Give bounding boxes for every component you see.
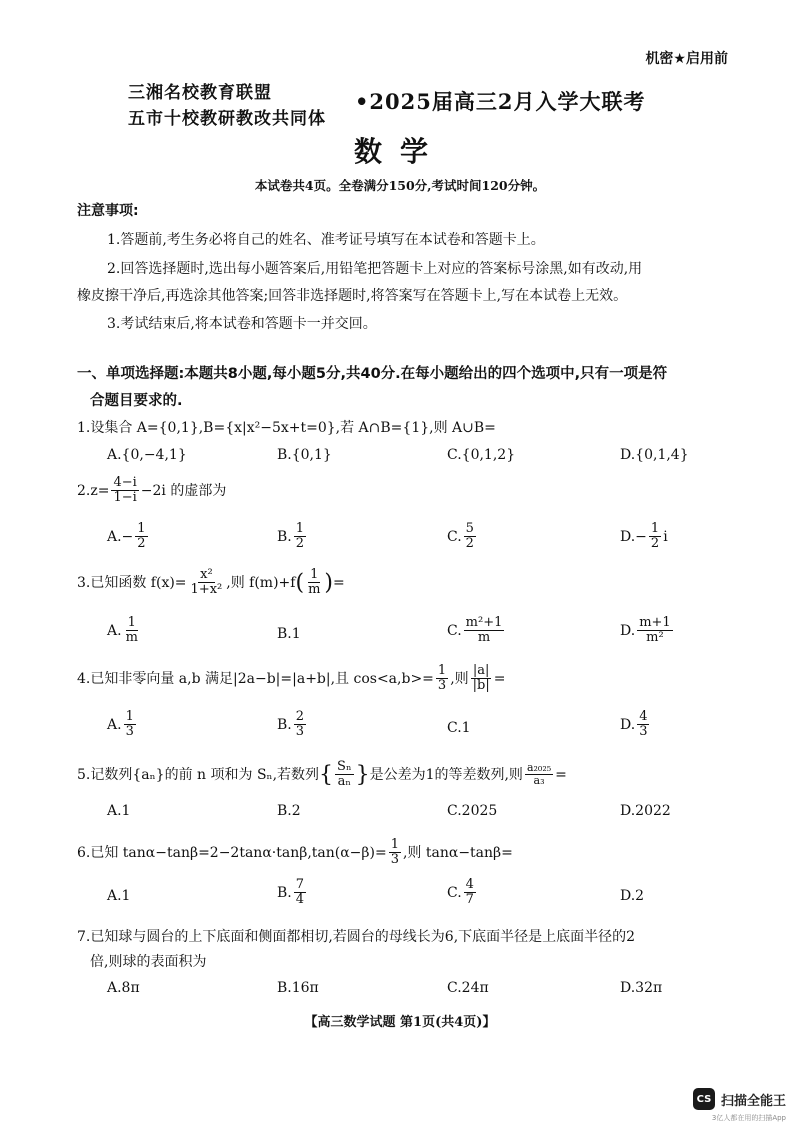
q1-option-c: C.{0,1,2} bbox=[447, 447, 516, 463]
question-6-stem bbox=[77, 838, 513, 868]
q3-d-den: m² bbox=[646, 630, 664, 646]
q2-frac-den: 1−i bbox=[113, 490, 137, 506]
org-line-2: 五市十校教研教改共同体 bbox=[128, 109, 326, 129]
q3-a-pre: A. bbox=[107, 622, 122, 639]
q6-option-d: D.2 bbox=[620, 888, 645, 904]
q1-option-d: D.{0,1,4} bbox=[620, 447, 689, 463]
q1-option-a: A.{0,−4,1} bbox=[107, 447, 187, 463]
q4-d-pre: D. bbox=[620, 716, 636, 733]
q5-seq-num: Sₙ bbox=[337, 759, 352, 774]
q6-suffix: ,则 tanα−tanβ= bbox=[402, 844, 513, 861]
q2-c-pre: C. bbox=[447, 528, 462, 545]
q6-frac-den: 3 bbox=[390, 852, 399, 868]
q3-c-pre: C. bbox=[447, 622, 462, 639]
confidential-label: 机密★启用前 bbox=[645, 51, 728, 67]
q4-a-den: 3 bbox=[125, 724, 134, 740]
q2-a-den: 2 bbox=[137, 536, 146, 552]
scanner-tagline: 3亿人都在用的扫描App bbox=[711, 1114, 786, 1122]
q4-option-b bbox=[277, 710, 308, 740]
q4-d-den: 3 bbox=[639, 724, 648, 740]
q3-option-d bbox=[620, 616, 675, 646]
question-4-stem bbox=[77, 664, 505, 694]
q2-a-pre: A.− bbox=[107, 528, 134, 545]
q6-frac-num: 1 bbox=[390, 837, 399, 852]
q3-option-b: B.1 bbox=[277, 626, 301, 642]
q4-a-pre: A. bbox=[107, 716, 122, 733]
q2-suffix: −2i 的虚部为 bbox=[140, 482, 227, 499]
q6-option-c bbox=[447, 878, 478, 908]
q2-a-num: 1 bbox=[137, 521, 146, 536]
q5-ratio-num: a₂₀₂₅ bbox=[526, 761, 552, 775]
q4-b-pre: B. bbox=[277, 716, 292, 733]
scanner-name: 扫描全能王 bbox=[720, 1093, 786, 1109]
notice-item-2b: 橡皮擦干净后,再选涂其他答案;回答非选择题时,将答案写在答题卡上,写在本试卷上无效。 bbox=[77, 288, 628, 304]
q3-option-a bbox=[107, 616, 142, 646]
question-5-stem: 5.记数列{aₙ}的前 n 项和为 Sₙ,若数列{ $\frac{\text{Sₙ}}{\text{aₙ}}$ }是公差为1的等差数列,则 $\frac{\text{a₂₀₂₅}}{\text{a₃}}$ = bbox=[77, 759, 567, 790]
q3-a-num: 1 bbox=[127, 615, 136, 630]
q5-ratio-den: a₃ bbox=[533, 774, 545, 788]
q2-d-pre: D.− bbox=[620, 528, 647, 545]
q4-prefix: 4.已知非零向量 a,b 满足|2a−b|=|a+b|,且 cos<a,b>= bbox=[77, 670, 434, 687]
question-7-line-1: 7.已知球与圆台的上下底面和侧面都相切,若圆台的母线长为6,下底面半径是上底面半径的2 bbox=[77, 929, 636, 945]
q3-c-num: m²+1 bbox=[465, 615, 503, 630]
q3-c-den: m bbox=[477, 630, 491, 646]
q6-c-num: 4 bbox=[465, 877, 474, 892]
q4-option-c: C.1 bbox=[447, 720, 471, 736]
q2-d-suffix: i bbox=[663, 528, 668, 545]
q3-prefix: 3.已知函数 f(x)= bbox=[77, 574, 187, 591]
q3-option-c bbox=[447, 616, 506, 646]
q4-suffix: = bbox=[493, 670, 506, 687]
q2-fraction bbox=[111, 476, 138, 506]
exam-title: •2025届高三2月入学大联考 bbox=[355, 89, 646, 114]
q2-option-d bbox=[620, 522, 668, 552]
question-2-stem bbox=[77, 476, 226, 506]
org-line-1: 三湘名校教育联盟 bbox=[128, 83, 272, 103]
q5-option-b: B.2 bbox=[277, 803, 301, 819]
q6-option-b bbox=[277, 878, 308, 908]
q3-d-pre: D. bbox=[620, 622, 636, 639]
scanner-logo-icon: CS bbox=[693, 1088, 715, 1110]
q2-option-b bbox=[277, 522, 308, 552]
q4-mid: ,则 bbox=[450, 670, 469, 687]
q2-c-den: 2 bbox=[465, 536, 474, 552]
notice-title: 注意事项: bbox=[77, 203, 139, 219]
q4-frac-den: 3 bbox=[437, 678, 447, 694]
q4-option-a bbox=[107, 710, 138, 740]
q5-seq-den: aₙ bbox=[337, 774, 351, 790]
q2-option-c bbox=[447, 522, 478, 552]
q6-b-num: 7 bbox=[295, 877, 305, 892]
q3-suffix: = bbox=[332, 574, 345, 591]
question-3-stem: 3.已知函数 f(x)= $\frac{\text{x²}}{\text{1+x²}}$ ,则 f(m)+f( $\frac{1}{m}$ )= bbox=[77, 567, 345, 598]
q2-d-num: 1 bbox=[650, 521, 660, 536]
q7-option-b: B.16π bbox=[277, 980, 319, 996]
q4-a-num: 1 bbox=[125, 709, 134, 724]
q5-mid: 是公差为1的等差数列,则 bbox=[369, 766, 523, 783]
q4-b-den: 3 bbox=[295, 724, 305, 740]
q4-ratio-num: |a| bbox=[472, 663, 490, 678]
q2-b-den: 2 bbox=[295, 536, 305, 552]
page-footer: 【高三数学试题 第1页(共4页)】 bbox=[304, 1015, 496, 1030]
q2-option-a bbox=[107, 522, 150, 552]
exam-info: 本试卷共4页。全卷满分150分,考试时间120分钟。 bbox=[254, 178, 546, 193]
q5-option-a: A.1 bbox=[107, 803, 131, 819]
q6-prefix: 6.已知 tanα−tanβ=2−2tanα·tanβ,tan(α−β)= bbox=[77, 844, 387, 861]
question-1-stem: 1.设集合 A={0,1},B={x|x²−5x+t=0},若 A∩B={1},则 A∪B= bbox=[77, 420, 496, 436]
q2-prefix: 2.z= bbox=[77, 482, 110, 499]
subject-title: 数学 bbox=[353, 135, 446, 168]
q1-option-b: B.{0,1} bbox=[277, 447, 332, 463]
q3-a-den: m bbox=[125, 630, 138, 646]
q6-b-pre: B. bbox=[277, 884, 292, 901]
notice-item-2a: 2.回答选择题时,选出每小题答案后,用铅笔把答题卡上对应的答案标号涂黑,如有改动,用 bbox=[107, 261, 643, 277]
q3-d-num: m+1 bbox=[639, 615, 671, 630]
section-heading-2: 合题目要求的. bbox=[90, 393, 183, 409]
q6-option-a: A.1 bbox=[107, 888, 131, 904]
q5-option-d: D.2022 bbox=[620, 803, 671, 819]
q7-option-c: C.24π bbox=[447, 980, 489, 996]
q3-mid: ,则 f(m)+f bbox=[226, 574, 296, 591]
q2-frac-num: 4−i bbox=[113, 475, 137, 490]
q2-d-den: 2 bbox=[650, 536, 660, 552]
q2-c-num: 5 bbox=[465, 521, 474, 536]
q6-c-den: 7 bbox=[465, 892, 474, 908]
notice-item-1: 1.答题前,考生务必将自己的姓名、准考证号填写在本试卷和答题卡上。 bbox=[107, 232, 545, 248]
q4-option-d bbox=[620, 710, 651, 740]
q7-option-d: D.32π bbox=[620, 980, 663, 996]
q5-suffix: = bbox=[555, 766, 567, 783]
q3-arg-den: m bbox=[308, 582, 321, 598]
q5-prefix: 5.记数列{aₙ}的前 n 项和为 Sₙ,若数列 bbox=[77, 766, 320, 783]
q3-frac-num: x² bbox=[200, 567, 213, 582]
q6-b-den: 4 bbox=[295, 892, 305, 908]
q4-b-num: 2 bbox=[295, 709, 305, 724]
question-7-line-2: 倍,则球的表面积为 bbox=[90, 954, 207, 970]
scanner-watermark bbox=[693, 1088, 786, 1110]
q3-arg-num: 1 bbox=[310, 567, 319, 582]
q5-option-c: C.2025 bbox=[447, 803, 498, 819]
q3-frac-den: 1+x² bbox=[190, 582, 223, 598]
q7-option-a: A.8π bbox=[107, 980, 140, 996]
notice-item-3: 3.考试结束后,将本试卷和答题卡一并交回。 bbox=[107, 316, 377, 332]
q2-b-pre: B. bbox=[277, 528, 292, 545]
q4-d-num: 4 bbox=[639, 709, 648, 724]
q4-frac-num: 1 bbox=[437, 663, 447, 678]
q2-b-num: 1 bbox=[295, 521, 305, 536]
section-heading: 一、单项选择题:本题共8小题,每小题5分,共40分.在每小题给出的四个选项中,只有一项是符 bbox=[77, 366, 668, 382]
q4-ratio-den: |b| bbox=[472, 678, 490, 694]
q6-c-pre: C. bbox=[447, 884, 462, 901]
